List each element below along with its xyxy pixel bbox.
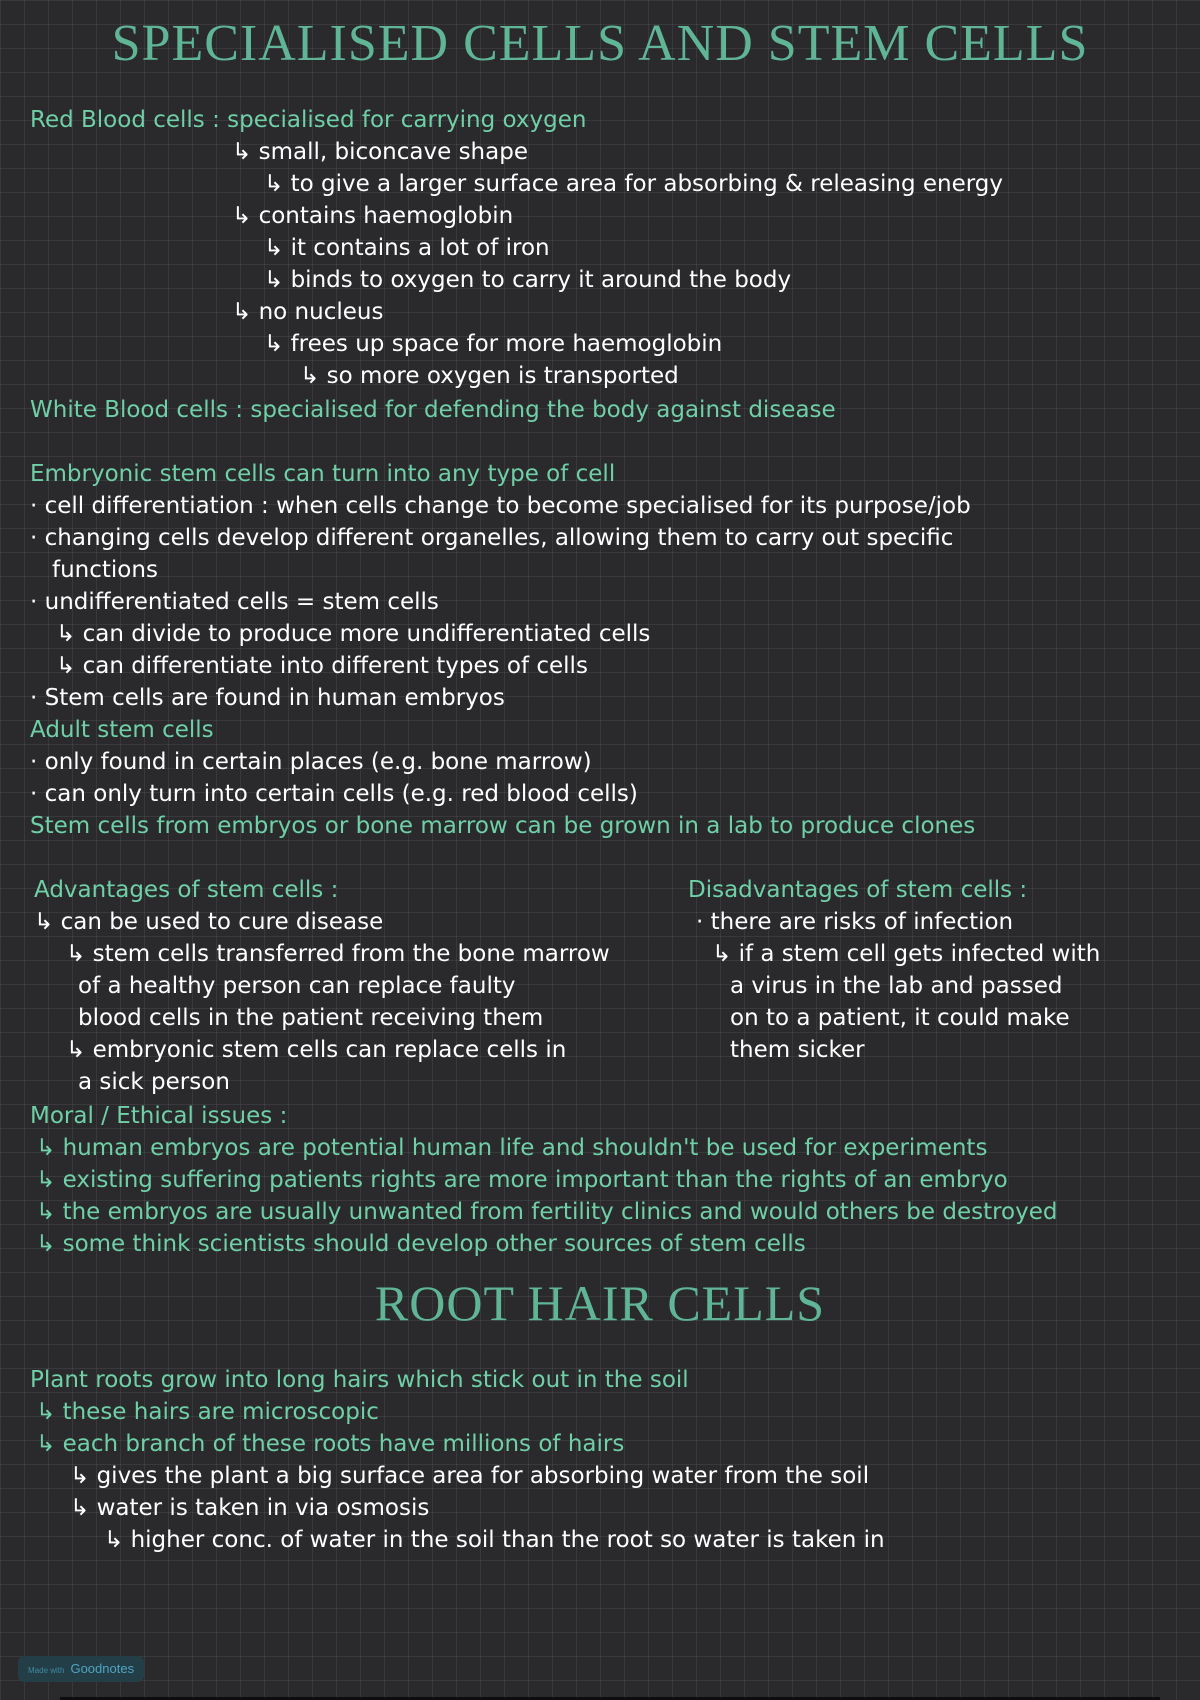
note-line: · only found in certain places (e.g. bone marrow) (30, 749, 592, 775)
badge-label: Goodnotes (70, 1661, 135, 1676)
note-line: ↳ these hairs are microscopic (36, 1399, 379, 1425)
note-line: a sick person (78, 1069, 230, 1095)
note-line: ↳ water is taken in via osmosis (70, 1495, 430, 1521)
note-line: · undifferentiated cells = stem cells (30, 589, 439, 615)
note-line: Advantages of stem cells : (34, 877, 339, 903)
note-line: ↳ can divide to produce more undifferentiated cells (56, 621, 651, 647)
note-line: ↳ to give a larger surface area for absorbing & releasing energy (264, 171, 1004, 197)
note-line: blood cells in the patient receiving them (78, 1005, 544, 1031)
note-line: ↳ so more oxygen is transported (300, 363, 679, 389)
note-line: ↳ small, biconcave shape (232, 139, 528, 165)
note-line: Plant roots grow into long hairs which stick out in the soil (30, 1367, 689, 1393)
note-line: · there are risks of infection (696, 909, 1014, 935)
note-line: ↳ it contains a lot of iron (264, 235, 550, 261)
note-line: functions (52, 557, 158, 583)
note-line: · cell differentiation : when cells change to become specialised for its purpose/job (30, 493, 971, 519)
note-line: on to a patient, it could make (730, 1005, 1070, 1031)
note-line: White Blood cells : specialised for defending the body against disease (30, 397, 836, 423)
note-line: ↳ existing suffering patients rights are more important than the rights of an embryo (36, 1167, 1008, 1193)
note-line: ↳ binds to oxygen to carry it around the body (264, 267, 792, 293)
note-line: ↳ some think scientists should develop other sources of stem cells (36, 1231, 806, 1257)
note-line: ↳ higher conc. of water in the soil than the root so water is taken in (104, 1527, 885, 1553)
note-line: ↳ frees up space for more haemoglobin (264, 331, 723, 357)
note-line: ↳ if a stem cell gets infected with (712, 941, 1101, 967)
note-line: · changing cells develop different organelles, allowing them to carry out specific (30, 525, 954, 551)
note-line: ↳ embryonic stem cells can replace cells in (66, 1037, 567, 1063)
note-line: · Stem cells are found in human embryos (30, 685, 505, 711)
note-line: ↳ no nucleus (232, 299, 384, 325)
note-line: ↳ human embryos are potential human life and shouldn't be used for experiments (36, 1135, 988, 1161)
note-line: Disadvantages of stem cells : (688, 877, 1028, 903)
goodnotes-badge[interactable] (18, 1656, 144, 1682)
page-title: SPECIALISED CELLS AND STEM CELLS (111, 15, 1089, 72)
note-line: them sicker (730, 1037, 865, 1063)
note-line: Embryonic stem cells can turn into any type of cell (30, 461, 616, 487)
note-line: a virus in the lab and passed (730, 973, 1063, 999)
note-line: ↳ can be used to cure disease (34, 909, 384, 935)
note-line: ↳ stem cells transferred from the bone marrow (66, 941, 610, 967)
note-line: Moral / Ethical issues : (30, 1103, 288, 1129)
note-line: ↳ gives the plant a big surface area for absorbing water from the soil (70, 1463, 870, 1489)
note-line: Stem cells from embryos or bone marrow can be grown in a lab to produce clones (30, 813, 976, 839)
badge-made-with: Made with (28, 1666, 65, 1675)
note-line: Adult stem cells (30, 717, 214, 743)
note-line: ↳ each branch of these roots have millions of hairs (36, 1431, 625, 1457)
note-line: of a healthy person can replace faulty (78, 973, 516, 999)
note-line: ↳ the embryos are usually unwanted from fertility clinics and would others be destroyed (36, 1199, 1058, 1225)
note-line: Red Blood cells : specialised for carrying oxygen (30, 107, 587, 133)
note-line: · can only turn into certain cells (e.g. red blood cells) (30, 781, 638, 807)
section-title-root-hair-cells: ROOT HAIR CELLS (374, 1275, 826, 1331)
note-line: ↳ contains haemoglobin (232, 203, 514, 229)
note-line: ↳ can differentiate into different types of cells (56, 653, 588, 679)
